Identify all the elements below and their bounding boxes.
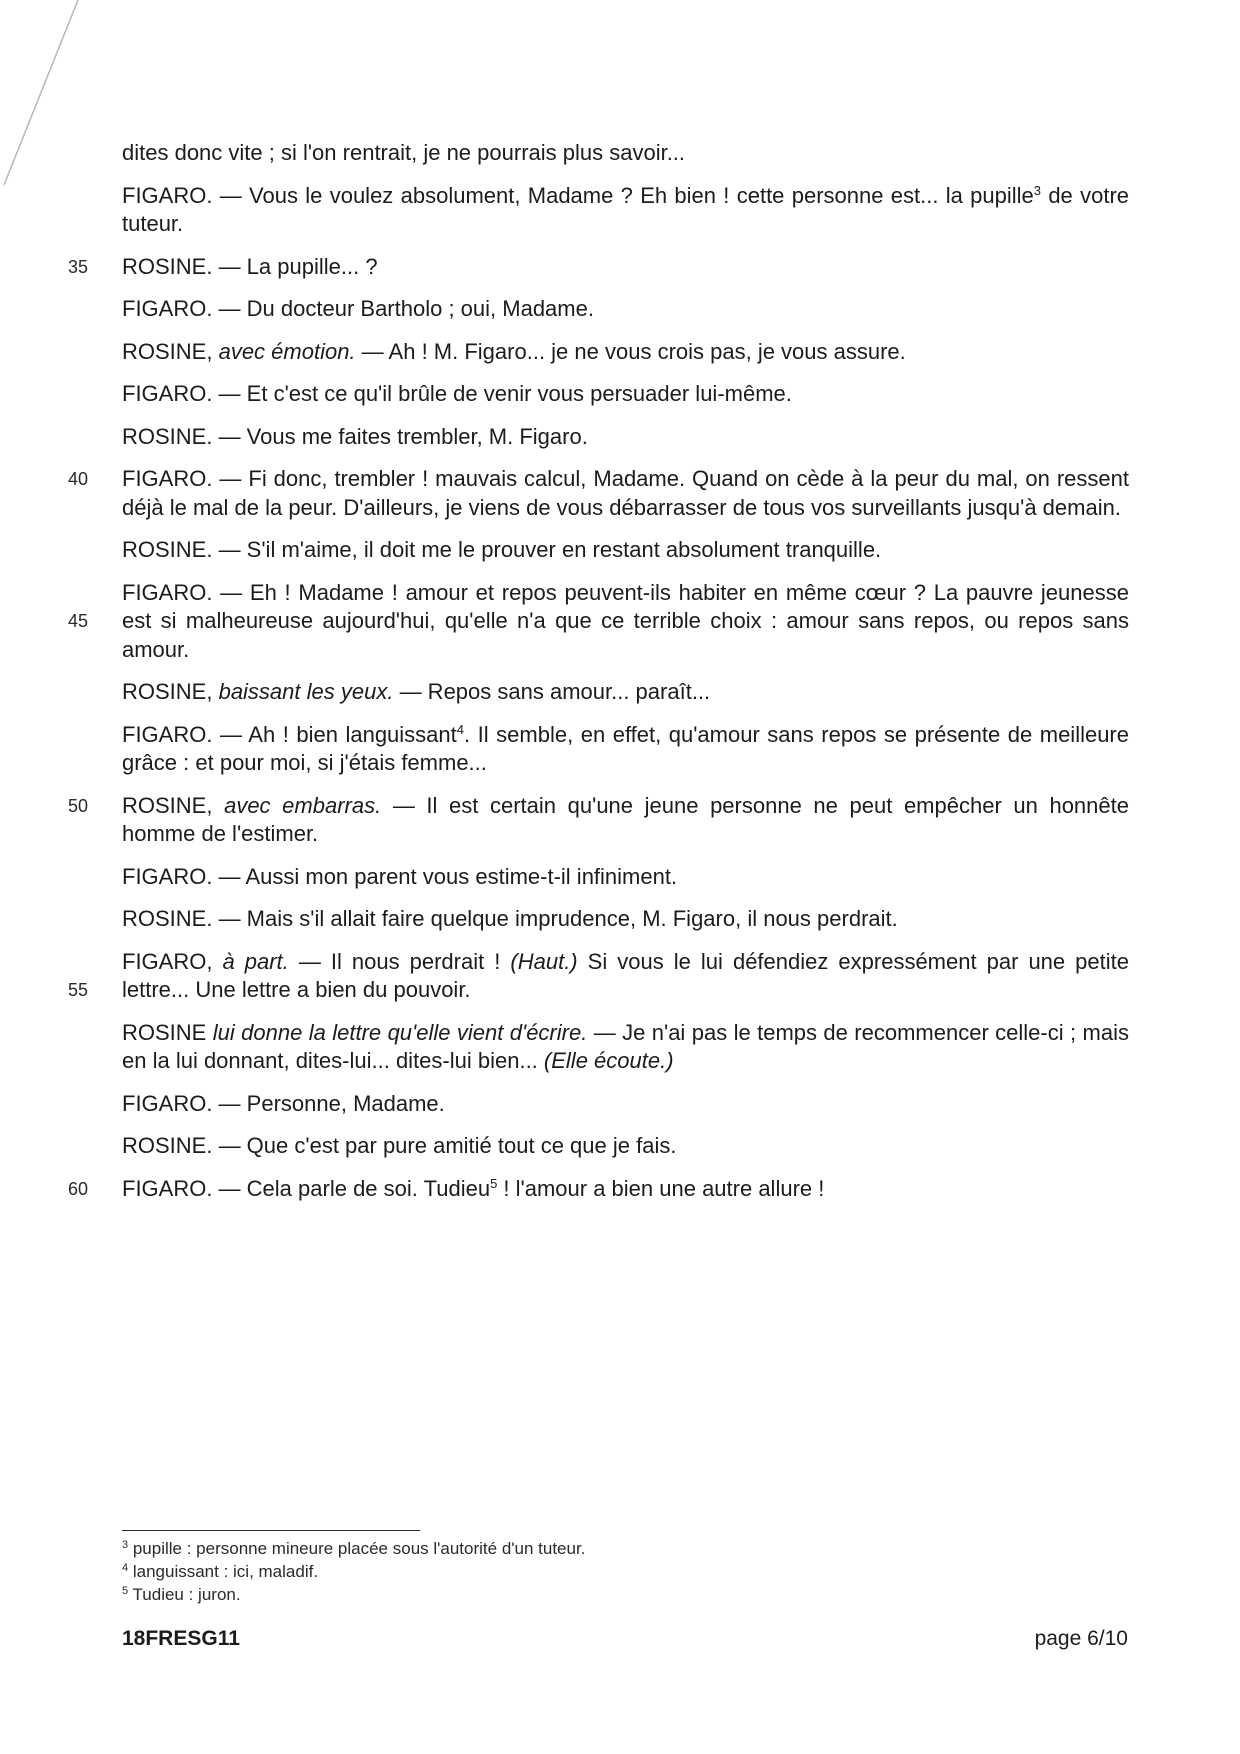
speech-segment: ! l'amour a bien une autre allure ! bbox=[497, 1175, 825, 1201]
footnote-ref: 3 bbox=[1033, 182, 1042, 198]
speech bbox=[122, 863, 1129, 892]
speech-segment: ROSINE. — Mais s'il allait faire quelque imprudence, M. Figaro, il nous perdrait. bbox=[122, 906, 898, 931]
speech-segment: FIGARO. — Fi donc, trembler ! mauvais calcul, Madame. Quand on cède à la peur du mal, on ressent déjà le mal de la peur. D'ailleurs, je viens de vous débarrasser de tous vos surveillants jusqu'à demain. bbox=[122, 466, 1129, 520]
line-number: 45 bbox=[68, 611, 89, 631]
speech-segment: ROSINE, bbox=[122, 792, 225, 818]
line-number: 60 bbox=[68, 1178, 89, 1199]
scan-edge-mark bbox=[0, 0, 100, 200]
speech-segment: FIGARO. — Et c'est ce qu'il brûle de venir vous persuader lui-même. bbox=[122, 381, 792, 406]
speech-segment: — Repos sans amour... paraît... bbox=[393, 679, 711, 704]
speech-text bbox=[122, 948, 1129, 1005]
line-number: 35 bbox=[68, 256, 89, 277]
footnote-3 bbox=[122, 1537, 822, 1560]
speech bbox=[122, 721, 1129, 778]
speech-text bbox=[122, 1175, 1129, 1204]
speech-segment: ROSINE, bbox=[122, 338, 219, 364]
speech-segment: dites donc vite ; si l'on rentrait, je ne pourrais plus savoir... bbox=[122, 140, 686, 165]
speech-text bbox=[122, 380, 1129, 409]
speech-text bbox=[122, 792, 1129, 849]
speech bbox=[122, 139, 1129, 168]
line-number: 55 bbox=[68, 980, 89, 1000]
stage-direction: (Haut.) bbox=[510, 948, 578, 974]
speech bbox=[68, 948, 1129, 1005]
speech-segment: ROSINE, bbox=[122, 679, 219, 704]
speech-text bbox=[122, 182, 1129, 239]
speech-segment: ROSINE. — Vous me faites trembler, M. Figaro. bbox=[122, 423, 588, 449]
speech bbox=[122, 1132, 1129, 1161]
speech bbox=[122, 536, 1129, 565]
speech bbox=[68, 253, 1129, 282]
speech-segment: FIGARO. — Cela parle de soi. Tudieu bbox=[122, 1175, 491, 1201]
speech-text bbox=[122, 423, 1129, 452]
speech-segment: FIGARO. — Personne, Madame. bbox=[122, 1090, 445, 1116]
speech-text bbox=[122, 721, 1129, 778]
dialogue-text bbox=[68, 139, 1130, 1217]
speech bbox=[68, 465, 1129, 522]
speech bbox=[122, 905, 1129, 934]
speech-segment: — Ah ! M. Figaro... je ne vous crois pas, je vous assure. bbox=[355, 338, 906, 364]
speech bbox=[122, 1090, 1129, 1119]
footnote-number: 5 bbox=[122, 1585, 129, 1597]
speech-text bbox=[122, 1090, 1129, 1119]
footnote-ref: 4 bbox=[456, 721, 464, 737]
speech bbox=[122, 678, 1129, 707]
speech-segment: FIGARO. — Vous le voulez absolument, Madame ? Eh bien ! cette personne est... la pupille bbox=[122, 182, 1034, 208]
speech-segment: — Il nous perdrait ! bbox=[288, 948, 511, 974]
stage-direction: avec embarras. bbox=[224, 792, 382, 818]
speech-segment: ROSINE. — La pupille... ? bbox=[122, 253, 378, 279]
speech-segment: FIGARO. — Eh ! Madame ! amour et repos peuvent-ils habiter en même cœur ? La pauvre jeunesse est si malheureuse aujourd'hui, qu'elle n'a que ce terrible choix : amour sans repos, ou repos sans amour. bbox=[122, 579, 1129, 662]
stage-direction: (Elle écoute.) bbox=[543, 1048, 674, 1073]
line-number: 40 bbox=[68, 469, 89, 489]
speech-segment: — Je n'ai pas le temps de recommencer celle-ci ; mais en la lui donnant, dites-lui... dites-lui bien... bbox=[122, 1019, 1129, 1073]
speech-segment: de votre tuteur. bbox=[122, 182, 1130, 236]
footnote-ref: 5 bbox=[490, 1175, 498, 1191]
speech-text bbox=[122, 905, 1129, 934]
speech bbox=[122, 423, 1129, 452]
speech-text bbox=[122, 536, 1129, 565]
footnote-4 bbox=[122, 1560, 822, 1583]
speech bbox=[68, 792, 1129, 849]
stage-direction: à part. bbox=[222, 948, 289, 974]
footnote-text: pupille : personne mineure placée sous l'autorité d'un tuteur. bbox=[128, 1539, 586, 1558]
speech bbox=[122, 1019, 1129, 1076]
exam-code: 18FRESG11 bbox=[122, 1627, 240, 1650]
speech bbox=[122, 338, 1129, 367]
speech-segment: FIGARO, bbox=[122, 948, 223, 974]
footnote-text: languissant : ici, maladif. bbox=[128, 1562, 319, 1581]
stage-direction: lui donne la lettre qu'elle vient d'écrire. bbox=[212, 1019, 588, 1045]
speech-segment: ROSINE. — S'il m'aime, il doit me le prouver en restant absolument tranquille. bbox=[122, 537, 882, 562]
line-number: 50 bbox=[68, 795, 89, 816]
speech-text bbox=[122, 579, 1129, 665]
speech-segment: ROSINE. — Que c'est par pure amitié tout ce que je fais. bbox=[122, 1133, 677, 1158]
footnote-number: 4 bbox=[122, 1562, 129, 1574]
speech-text bbox=[122, 139, 1129, 168]
speech-segment: . Il semble, en effet, qu'amour sans repos se présente de meilleure grâce : et pour moi, si j'étais femme... bbox=[122, 721, 1129, 775]
speech-segment: FIGARO. — Aussi mon parent vous estime-t-il infiniment. bbox=[122, 863, 678, 889]
speech bbox=[122, 295, 1129, 324]
footnote-text: Tudieu : juron. bbox=[128, 1585, 241, 1604]
footnote-5 bbox=[122, 1583, 822, 1606]
speech-text bbox=[122, 1019, 1129, 1076]
speech bbox=[68, 579, 1129, 665]
speech-segment: Si vous le lui défendiez expressément par une petite lettre... Une lettre a bien du pouvoir. bbox=[122, 948, 1129, 1002]
stage-direction: avec émotion. bbox=[218, 338, 356, 364]
speech-text bbox=[122, 1132, 1129, 1161]
speech bbox=[68, 1175, 1129, 1204]
speech-text bbox=[122, 253, 1129, 282]
footnote-rule bbox=[122, 1530, 420, 1531]
page-number: page 6/10 bbox=[1034, 1627, 1128, 1650]
speech-text bbox=[122, 863, 1129, 892]
speech-text bbox=[122, 338, 1129, 367]
speech bbox=[122, 182, 1129, 239]
footnote-number: 3 bbox=[122, 1539, 129, 1551]
speech bbox=[122, 380, 1129, 409]
speech-text bbox=[122, 295, 1129, 324]
speech-segment: — Il est certain qu'une jeune personne ne peut empêcher un honnête homme de l'estimer. bbox=[122, 792, 1129, 846]
footnotes bbox=[122, 1530, 822, 1606]
speech-segment: ROSINE bbox=[122, 1019, 213, 1045]
speech-segment: FIGARO. — Ah ! bien languissant bbox=[122, 721, 457, 747]
speech-text bbox=[122, 678, 1129, 707]
speech-text bbox=[122, 465, 1129, 522]
stage-direction: baissant les yeux. bbox=[218, 679, 394, 704]
speech-segment: FIGARO. — Du docteur Bartholo ; oui, Madame. bbox=[122, 296, 594, 321]
